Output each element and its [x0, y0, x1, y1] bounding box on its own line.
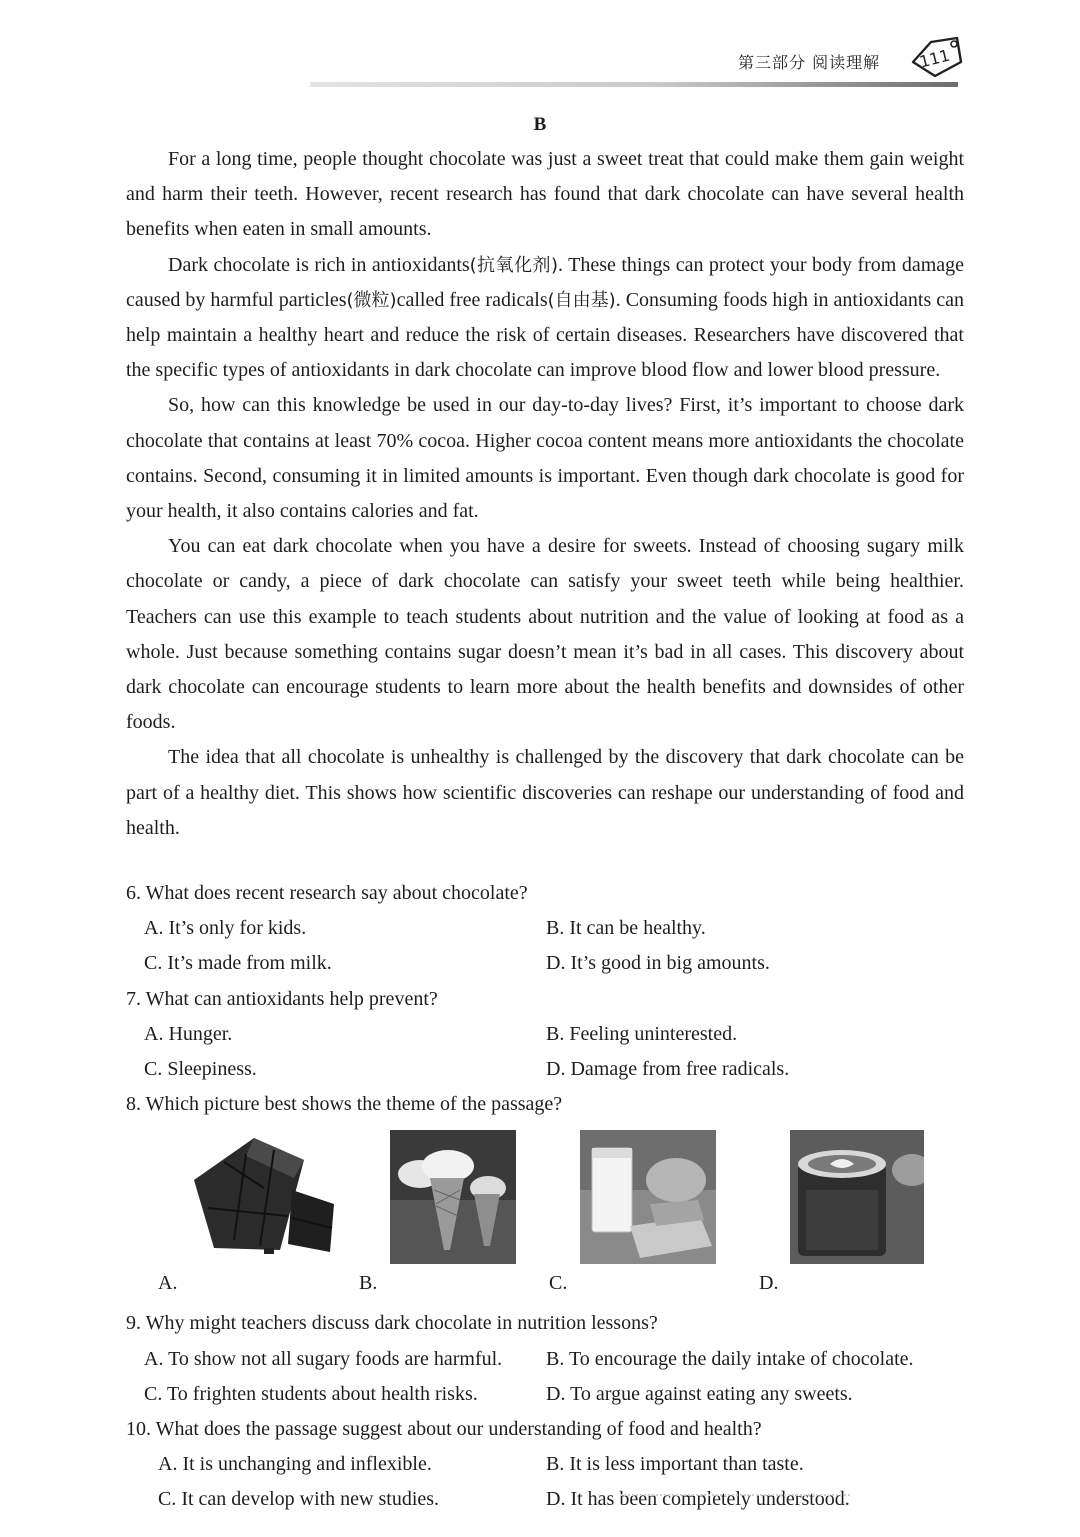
milk-and-bread-icon[interactable] — [580, 1130, 716, 1264]
q8-label-a: A. — [158, 1272, 178, 1295]
paragraph-5: The idea that all chocolate is unhealthy is challenged by the discovery that dark chocolate can be part of a healthy diet. This shows how scientific discoveries can reshape our understanding of food and health. — [126, 746, 964, 839]
q7-option-c[interactable]: C. Sleepiness. — [144, 1057, 257, 1080]
q7-option-b[interactable]: B. Feeling uninterested. — [546, 1022, 738, 1045]
q9-option-b[interactable]: B. To encourage the daily intake of chocolate. — [546, 1347, 914, 1370]
ice-cream-cone-icon[interactable] — [390, 1130, 516, 1264]
question-7-stem: 7. What can antioxidants help prevent? — [126, 987, 438, 1010]
question-9-stem: 9. Why might teachers discuss dark chocolate in nutrition lessons? — [126, 1312, 658, 1335]
footer-rule — [620, 1494, 850, 1496]
gloss-particles: (微粒) — [346, 289, 397, 311]
q6-option-b[interactable]: B. It can be healthy. — [546, 917, 706, 940]
q8-picture-options — [126, 1122, 986, 1306]
q7-option-a[interactable]: A. Hunger. — [144, 1022, 233, 1045]
section-title: 第三部分 阅读理解 — [738, 53, 881, 72]
page-header — [0, 0, 1080, 100]
questions-section — [126, 876, 986, 1518]
hot-cocoa-latte-icon[interactable] — [790, 1130, 924, 1264]
q6-option-c[interactable]: C. It’s made from milk. — [144, 952, 332, 975]
paragraph-3: So, how can this knowledge be used in our day-to-day lives? First, it’s important to choose dark chocolate that contains at least 70% cocoa. Higher cocoa content means more antioxidants the chocolate contains. Second, consuming it in limited amounts is important. Even though dark chocolate is good for your health, it also contains calories and fat. — [126, 394, 964, 523]
q9-option-a[interactable]: A. To show not all sugary foods are harmful. — [144, 1347, 503, 1370]
question-8-stem: 8. Which picture best shows the theme of the passage? — [126, 1093, 563, 1116]
q10-option-a[interactable]: A. It is unchanging and inflexible. — [158, 1453, 432, 1476]
q8-label-d: D. — [759, 1272, 779, 1295]
q9-option-c[interactable]: C. To frighten students about health risks. — [144, 1382, 478, 1405]
page-number: 111 — [917, 45, 952, 72]
paragraph-2: Dark chocolate is rich in antioxidants(抗氧化剂). These things can protect your body from damage caused by harmful particles(微粒)called free radicals(自由基). Consuming foods high in antioxidants can help maintain a healthy heart and reduce the risk of certain diseases. Researchers have discovered that the specific types of antioxidants in dark chocolate can improve blood flow and lower blood pressure. — [126, 253, 965, 382]
dark-chocolate-pieces-icon[interactable] — [184, 1130, 344, 1260]
q6-option-a[interactable]: A. It’s only for kids. — [144, 917, 307, 940]
paragraph-1: For a long time, people thought chocolate was just a sweet treat that could make them gain weight and harm their teeth. However, recent research has found that dark chocolate can have several health benefits when eaten in small amounts. — [126, 148, 964, 241]
q9-option-d[interactable]: D. To argue against eating any sweets. — [546, 1382, 853, 1405]
q8-label-b: B. — [359, 1272, 378, 1295]
page-number-badge — [905, 30, 965, 80]
gloss-antioxidants: (抗氧化剂) — [469, 254, 559, 276]
q10-option-d[interactable]: D. It has been completely understood. — [546, 1488, 850, 1511]
gloss-free-radicals: (自由基) — [547, 289, 616, 311]
q10-option-c[interactable]: C. It can develop with new studies. — [158, 1488, 440, 1511]
q8-label-c: C. — [549, 1272, 568, 1295]
paragraph-4: You can eat dark chocolate when you have a desire for sweets. Instead of choosing sugary milk chocolate or candy, a piece of dark chocolate can satisfy your sweet teeth while being healthier. Teachers can use this example to teach students about nutrition and the value of looking at food as a whole. Just because something contains sugar doesn’t mean it’s bad in all cases. This discovery about dark chocolate can encourage students to learn more about the health benefits and downsides of other foods. — [126, 535, 964, 734]
q10-option-b[interactable]: B. It is less important than taste. — [546, 1453, 804, 1476]
q7-option-d[interactable]: D. Damage from free radicals. — [546, 1057, 790, 1080]
q6-option-d[interactable]: D. It’s good in big amounts. — [546, 952, 770, 975]
passage-body — [126, 142, 964, 846]
header-rule — [310, 82, 958, 87]
question-6-stem: 6. What does recent research say about chocolate? — [126, 882, 528, 904]
question-10-stem: 10. What does the passage suggest about our understanding of food and health? — [126, 1417, 762, 1440]
passage-label: B — [533, 114, 547, 135]
